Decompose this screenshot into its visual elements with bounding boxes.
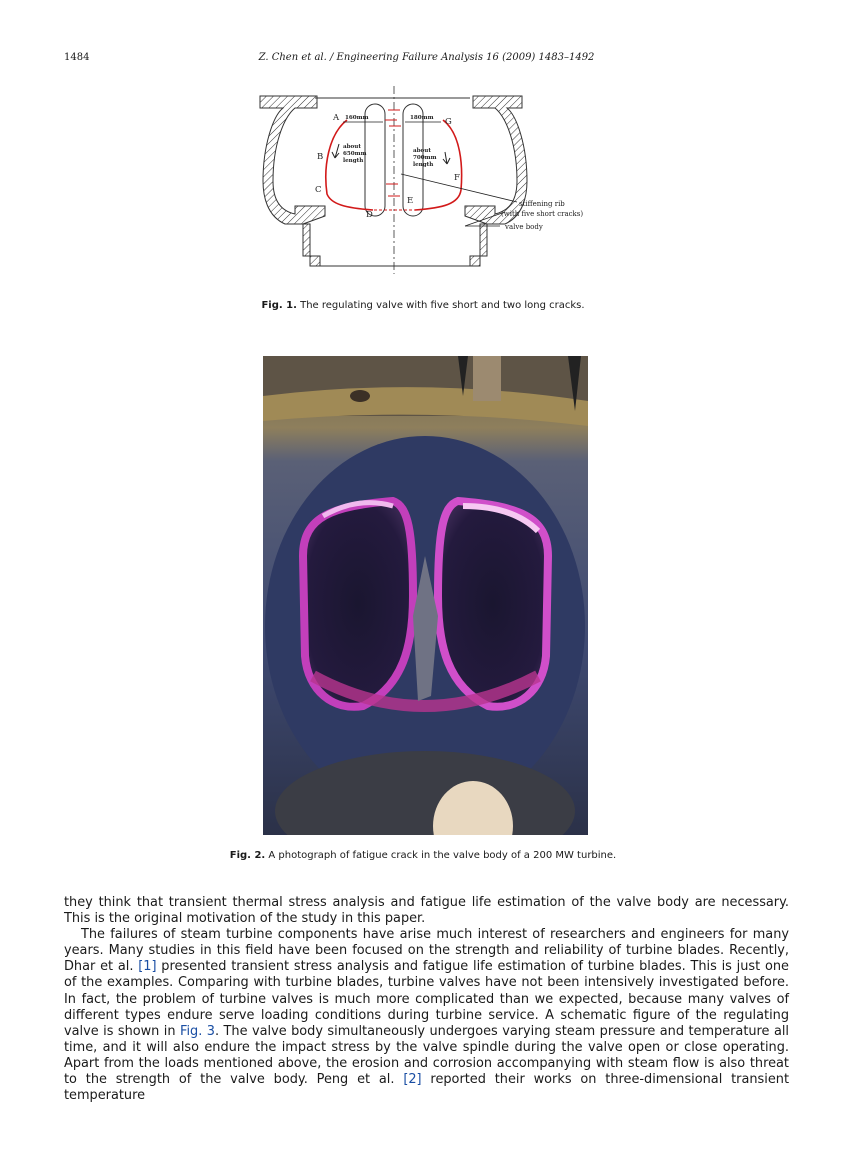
- reference-1-link[interactable]: [1]: [138, 959, 157, 975]
- label-G: G: [445, 117, 452, 127]
- label-F: F: [454, 173, 460, 183]
- journal-reference: Z. Chen et al. / Engineering Failure Analysis 16 (2009) 1483–1492: [258, 52, 595, 63]
- dimension-right: 180mm: [410, 115, 434, 121]
- paragraph-1: they think that transient thermal stress analysis and fatigue life estimation of the valve body are necessary. This is the original motivation of the study in this paper.: [64, 895, 789, 927]
- left-note-1: about: [343, 144, 361, 150]
- body-text: [64, 895, 789, 1104]
- label-A: A: [333, 113, 340, 123]
- left-note-2: 650mm: [343, 151, 367, 157]
- left-note-3: length: [343, 158, 364, 164]
- right-note-3: length: [413, 162, 434, 168]
- figure-1-caption: [0, 300, 846, 311]
- callout-valve-body: valve body: [505, 223, 543, 231]
- figure-3-link[interactable]: Fig. 3: [180, 1023, 215, 1039]
- label-E: E: [407, 196, 414, 206]
- callout-short-cracks: (with five short cracks): [501, 210, 584, 218]
- right-note-2: 700mm: [413, 155, 437, 161]
- figure-1-caption-label: Fig. 1.: [261, 300, 297, 311]
- running-header: [64, 52, 789, 68]
- paragraph-2: The failures of steam turbine components have arise much interest of researchers and engineers for many years. Many studies in this field have been focused on the strength and reliability of turbine blades. Recently, Dhar et al. [1] presented transient stress analysis and fatigue life estimation of turbine blades. This is just one of the examples. Comparing with turbine blades, turbine valves have not been intensively investigated before. In fact, the problem of turbine valves is much more complicated than we expected, because many valves of different types endure serve loading conditions during turbine service. A schematic figure of the regulating valve is shown in Fig. 3. The valve body simultaneously undergoes varying steam pressure and temperature all time, and it will also endure the impact stress by the valve spindle during the valve open or close operating. Apart from the loads mentioned above, the erosion and corrosion accompanying with steam flow is also threat to the strength of the valve body. Peng et al. [2] reported their works on three-dimensional transient temperature: [64, 927, 790, 1104]
- figure-2-caption-text: A photograph of fatigue crack in the valve body of a 200 MW turbine.: [268, 850, 617, 861]
- label-C: C: [315, 185, 322, 195]
- label-B: B: [317, 152, 324, 162]
- label-D: D: [366, 210, 373, 220]
- figure-1-valve-diagram: [255, 86, 595, 276]
- figure-2-photograph: [263, 356, 588, 835]
- figure-2-caption-label: Fig. 2.: [229, 850, 266, 861]
- figure-1-caption-text: The regulating valve with five short and two long cracks.: [300, 300, 585, 311]
- figure-2-caption: [0, 850, 846, 861]
- reference-2-link[interactable]: [2]: [403, 1072, 422, 1088]
- page-number: 1484: [64, 52, 90, 63]
- dimension-left: 160mm: [345, 115, 369, 121]
- right-note-1: about: [413, 148, 431, 154]
- callout-stiffening-rib: stiffening rib: [519, 200, 565, 208]
